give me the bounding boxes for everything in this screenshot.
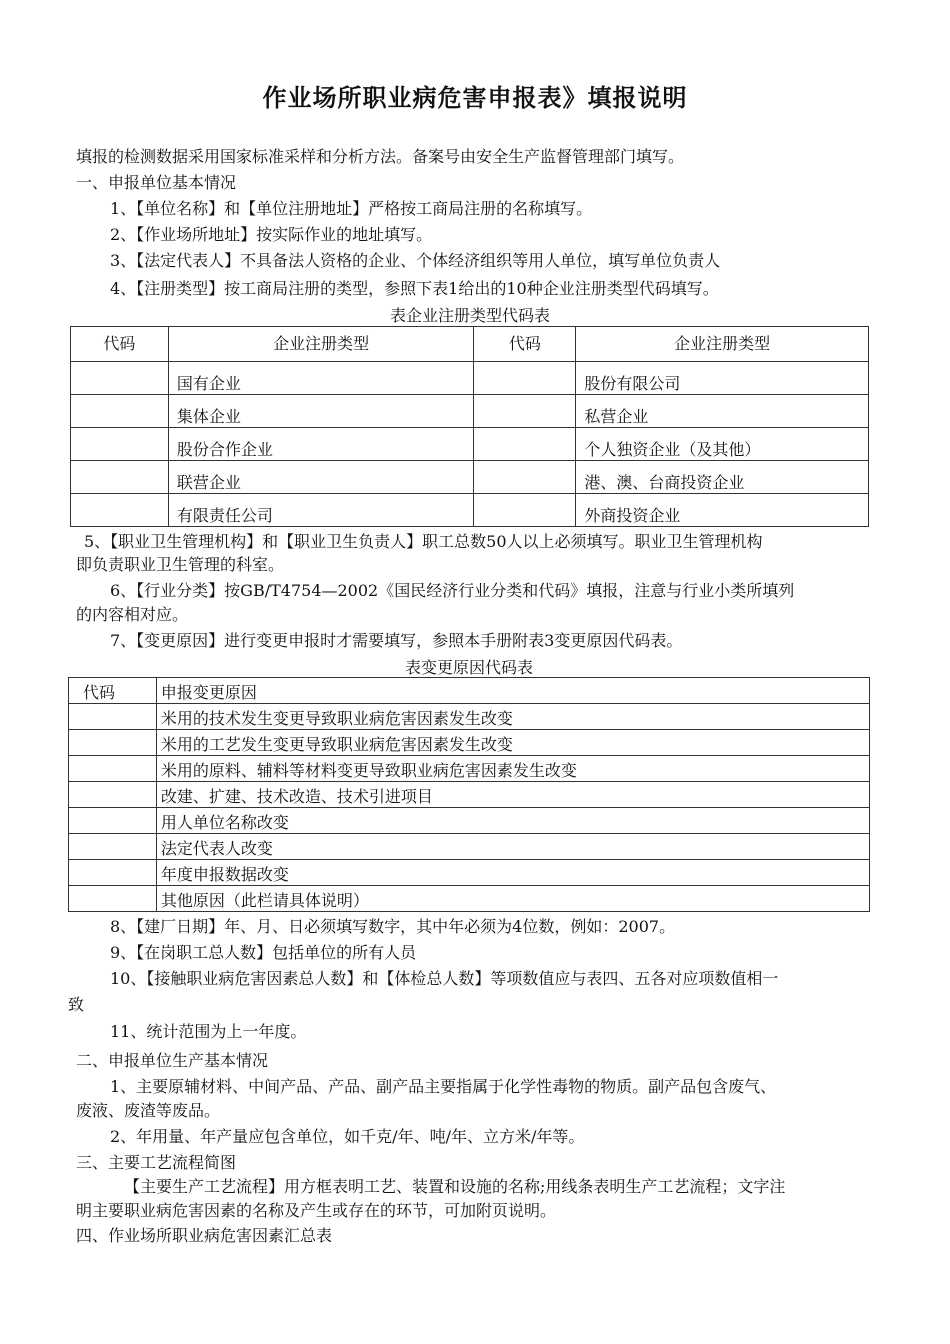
table-header-cell: 代码 bbox=[474, 327, 576, 362]
table-row bbox=[69, 886, 870, 912]
table1-caption: 表企业注册类型代码表 bbox=[389, 306, 550, 325]
table-header-row bbox=[71, 327, 869, 362]
section1-item8: 8、【建厂日期】年、月、日必须填写数字，其中年必须为4位数，例如：2007。 bbox=[110, 917, 676, 936]
section1-item2: 2、【作业场所地址】按实际作业的地址填写。 bbox=[110, 225, 433, 244]
table-row bbox=[71, 494, 869, 527]
reason-cell: 其他原因（此栏请具体说明） bbox=[156, 886, 869, 912]
section1-item3: 3、【法定代表人】不具备法人资格的企业、个体经济组织等用人单位，填写单位负责人 bbox=[110, 251, 721, 270]
table-header-cell: 代码 bbox=[69, 678, 157, 704]
reason-cell: 米用的技术发生变更导致职业病危害因素发生改变 bbox=[156, 704, 869, 730]
table2-caption: 表变更原因代码表 bbox=[404, 658, 533, 677]
type-cell: 股份有限公司 bbox=[576, 362, 869, 395]
type-cell: 私营企业 bbox=[576, 395, 869, 428]
section1-item1: 1、【单位名称】和【单位注册地址】严格按工商局注册的名称填写。 bbox=[110, 199, 593, 218]
section1-item6-line2: 的内容相对应。 bbox=[76, 605, 189, 624]
code-cell bbox=[474, 461, 576, 494]
code-cell bbox=[69, 808, 157, 834]
intro-text: 填报的检测数据采用国家标准采样和分析方法。备案号由安全生产监督管理部门填写。 bbox=[76, 147, 685, 166]
type-cell: 联营企业 bbox=[168, 461, 474, 494]
table-header-row bbox=[69, 678, 870, 704]
reason-cell: 米用的工艺发生变更导致职业病危害因素发生改变 bbox=[156, 730, 869, 756]
section1-item11: 11、统计范围为上一年度。 bbox=[110, 1022, 307, 1041]
table-row bbox=[71, 428, 869, 461]
section1-item5-line2: 即负责职业卫生管理的科室。 bbox=[76, 555, 285, 574]
page-title: 作业场所职业病危害申报表》填报说明 bbox=[262, 84, 688, 112]
reason-cell: 年度申报数据改变 bbox=[156, 860, 869, 886]
code-cell bbox=[71, 461, 169, 494]
table-row bbox=[69, 730, 870, 756]
code-cell bbox=[474, 494, 576, 527]
section1-item5-line1: 5、【职业卫生管理机构】和【职业卫生负责人】职工总数50人以上必须填写。职业卫生管理机构 bbox=[84, 532, 763, 551]
code-cell bbox=[474, 362, 576, 395]
table-row bbox=[71, 461, 869, 494]
section1-item4: 4、【注册类型】按工商局注册的类型，参照下表1给出的10种企业注册类型代码填写。 bbox=[110, 279, 719, 298]
section1-item6-line1: 6、【行业分类】按GB/T4754—2002《国民经济行业分类和代码》填报，注意与行业小类所填列 bbox=[110, 581, 795, 600]
table-header-cell: 代码 bbox=[71, 327, 169, 362]
section2-item1-line1: 1、主要原辅材料、中间产品、产品、副产品主要指属于化学性毒物的物质。副产品包含废气、 bbox=[110, 1077, 777, 1096]
table-row bbox=[69, 808, 870, 834]
table-row bbox=[69, 704, 870, 730]
section1-item10-line2: 致 bbox=[68, 995, 85, 1014]
table-row bbox=[71, 362, 869, 395]
code-cell bbox=[69, 860, 157, 886]
section1-item7: 7、【变更原因】进行变更申报时才需要填写，参照本手册附表3变更原因代码表。 bbox=[110, 631, 683, 650]
code-cell bbox=[69, 782, 157, 808]
type-cell: 集体企业 bbox=[168, 395, 474, 428]
section2-item2: 2、年用量、年产量应包含单位，如千克/年、吨/年、立方米/年等。 bbox=[110, 1127, 585, 1146]
type-cell: 个人独资企业（及其他） bbox=[576, 428, 869, 461]
type-cell: 有限责任公司 bbox=[168, 494, 474, 527]
reason-cell: 米用的原料、辅料等材料变更导致职业病危害因素发生改变 bbox=[156, 756, 869, 782]
code-cell bbox=[71, 428, 169, 461]
code-cell bbox=[69, 756, 157, 782]
reason-cell: 法定代表人改变 bbox=[156, 834, 869, 860]
section2-heading: 二、申报单位生产基本情况 bbox=[76, 1051, 269, 1070]
table-header-cell: 企业注册类型 bbox=[168, 327, 474, 362]
table-row bbox=[71, 395, 869, 428]
code-cell bbox=[69, 730, 157, 756]
code-cell bbox=[69, 886, 157, 912]
table-row bbox=[69, 860, 870, 886]
type-cell: 外商投资企业 bbox=[576, 494, 869, 527]
table-row bbox=[69, 756, 870, 782]
section3-text-line1: 【主要生产工艺流程】用方框表明工艺、装置和设施的名称;用线条表明生产工艺流程；文字注 bbox=[124, 1177, 786, 1196]
type-cell: 港、澳、台商投资企业 bbox=[576, 461, 869, 494]
table-row bbox=[69, 782, 870, 808]
table-header-cell: 申报变更原因 bbox=[156, 678, 869, 704]
section3-heading: 三、主要工艺流程简图 bbox=[76, 1153, 237, 1172]
code-cell bbox=[474, 395, 576, 428]
change-reason-table bbox=[68, 677, 870, 912]
code-cell bbox=[69, 704, 157, 730]
section1-item10-line1: 10、【接触职业病危害因素总人数】和【体检总人数】等项数值应与表四、五各对应项数值相一 bbox=[110, 969, 779, 988]
section3-text-line2: 明主要职业病危害因素的名称及产生或存在的环节，可加附页说明。 bbox=[76, 1201, 557, 1220]
section4-heading: 四、作业场所职业病危害因素汇总表 bbox=[76, 1226, 333, 1245]
code-cell bbox=[69, 834, 157, 860]
table-row bbox=[69, 834, 870, 860]
reason-cell: 用人单位名称改变 bbox=[156, 808, 869, 834]
section1-item9: 9、【在岗职工总人数】包括单位的所有人员 bbox=[110, 943, 417, 962]
section2-item1-line2: 废液、废渣等废品。 bbox=[76, 1101, 221, 1120]
code-cell bbox=[71, 362, 169, 395]
code-cell bbox=[474, 428, 576, 461]
section1-heading: 一、申报单位基本情况 bbox=[76, 173, 237, 192]
registration-type-table bbox=[70, 326, 869, 527]
code-cell bbox=[71, 494, 169, 527]
reason-cell: 改建、扩建、技术改造、技术引进项目 bbox=[156, 782, 869, 808]
table-header-cell: 企业注册类型 bbox=[576, 327, 869, 362]
type-cell: 国有企业 bbox=[168, 362, 474, 395]
type-cell: 股份合作企业 bbox=[168, 428, 474, 461]
code-cell bbox=[71, 395, 169, 428]
